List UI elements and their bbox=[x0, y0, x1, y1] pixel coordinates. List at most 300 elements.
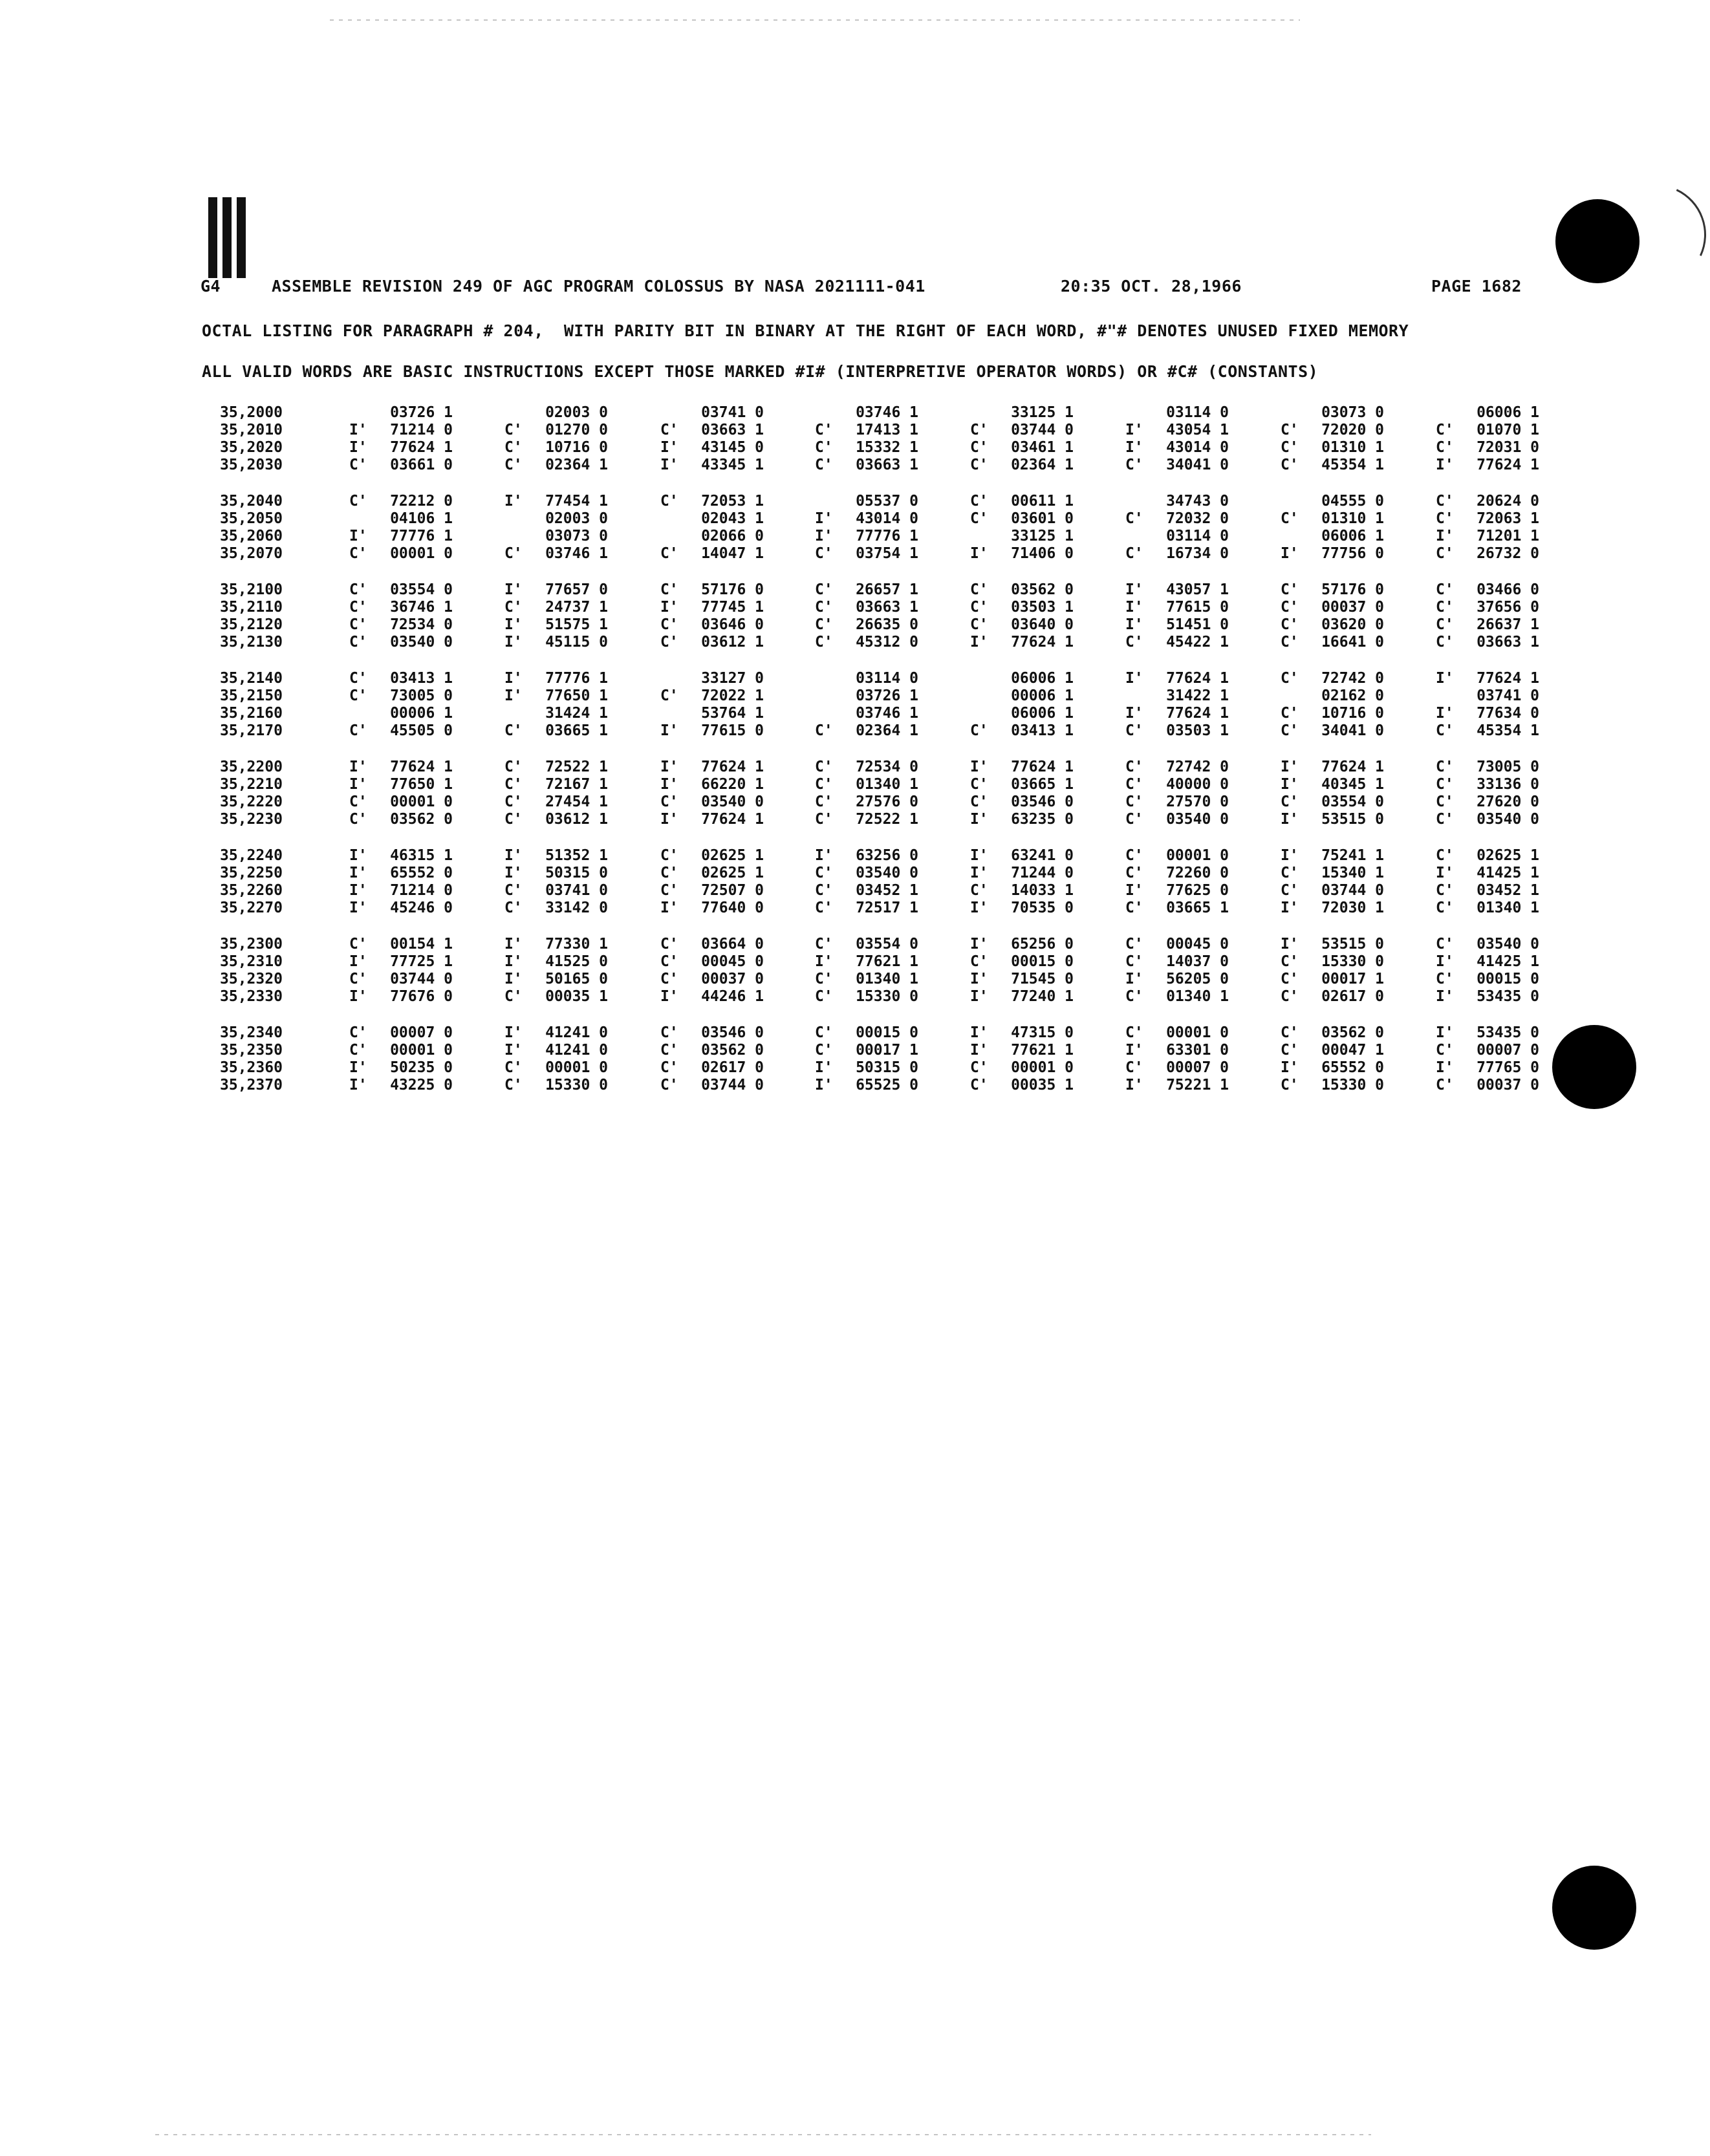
word-type-tag: C' bbox=[815, 457, 833, 473]
word-type-tag: I' bbox=[970, 971, 988, 987]
word-type-tag: C' bbox=[660, 1059, 678, 1076]
octal-word: 06006 1 bbox=[1011, 705, 1074, 722]
word-type-tag: C' bbox=[504, 1077, 523, 1094]
word-type-tag: I' bbox=[1281, 1059, 1299, 1076]
listing-legend: ALL VALID WORDS ARE BASIC INSTRUCTIONS EXCEPT THOSE MARKED #I# (INTERPRETIVE OPERATOR WORDS) OR #C# (CONSTANTS) bbox=[202, 362, 1319, 381]
word-type-tag: C' bbox=[660, 616, 678, 633]
octal-word: 33127 0 bbox=[701, 670, 764, 687]
octal-word: 72030 1 bbox=[1321, 900, 1384, 916]
word-type-tag: C' bbox=[1125, 953, 1143, 970]
octal-word: 00007 0 bbox=[1166, 1059, 1229, 1076]
registration-bar bbox=[208, 197, 217, 278]
word-type-tag: I' bbox=[504, 581, 523, 598]
word-type-tag: C' bbox=[1125, 865, 1143, 881]
word-type-tag: I' bbox=[970, 634, 988, 651]
octal-word: 77725 1 bbox=[390, 953, 453, 970]
word-type-tag: C' bbox=[504, 545, 523, 562]
octal-word: 41241 0 bbox=[545, 1024, 608, 1041]
word-type-tag: C' bbox=[1125, 457, 1143, 473]
octal-word: 63235 0 bbox=[1011, 811, 1074, 828]
memory-address: 35,2170 bbox=[220, 722, 283, 739]
octal-word: 03612 1 bbox=[545, 811, 608, 828]
octal-word: 56205 0 bbox=[1166, 971, 1229, 987]
word-type-tag: C' bbox=[660, 634, 678, 651]
word-type-tag: C' bbox=[815, 439, 833, 456]
word-type-tag: I' bbox=[970, 1024, 988, 1041]
word-type-tag: I' bbox=[1281, 545, 1299, 562]
word-type-tag: C' bbox=[815, 616, 833, 633]
octal-word: 41425 1 bbox=[1477, 865, 1539, 881]
word-type-tag: C' bbox=[1436, 936, 1454, 953]
memory-address: 35,2310 bbox=[220, 953, 283, 970]
octal-word: 43014 0 bbox=[856, 510, 918, 527]
octal-word: 72020 0 bbox=[1321, 422, 1384, 438]
octal-word: 03546 0 bbox=[701, 1024, 764, 1041]
octal-word: 77624 1 bbox=[701, 759, 764, 775]
word-type-tag: C' bbox=[349, 1042, 367, 1059]
word-type-tag: I' bbox=[660, 900, 678, 916]
octal-word: 00035 1 bbox=[545, 988, 608, 1005]
octal-word: 77640 0 bbox=[701, 900, 764, 916]
octal-word: 45354 1 bbox=[1321, 457, 1384, 473]
word-type-tag: I' bbox=[1281, 900, 1299, 916]
octal-word: 26732 0 bbox=[1477, 545, 1539, 562]
octal-word: 53435 0 bbox=[1477, 988, 1539, 1005]
octal-word: 00017 1 bbox=[856, 1042, 918, 1059]
word-type-tag: I' bbox=[504, 953, 523, 970]
word-type-tag: C' bbox=[815, 971, 833, 987]
octal-word: 77650 1 bbox=[545, 687, 608, 704]
octal-word: 43054 1 bbox=[1166, 422, 1229, 438]
octal-word: 03461 1 bbox=[1011, 439, 1074, 456]
word-type-tag: I' bbox=[504, 971, 523, 987]
word-type-tag: C' bbox=[1436, 1077, 1454, 1094]
octal-word: 15340 1 bbox=[1321, 865, 1384, 881]
word-type-tag: C' bbox=[970, 722, 988, 739]
punch-hole bbox=[1552, 1025, 1636, 1109]
memory-address: 35,2370 bbox=[220, 1077, 283, 1094]
word-type-tag: C' bbox=[660, 1077, 678, 1094]
word-type-tag: C' bbox=[1125, 811, 1143, 828]
octal-word: 03540 0 bbox=[1477, 936, 1539, 953]
word-type-tag: C' bbox=[1281, 971, 1299, 987]
word-type-tag: C' bbox=[660, 687, 678, 704]
octal-word: 02162 0 bbox=[1321, 687, 1384, 704]
word-type-tag: C' bbox=[815, 900, 833, 916]
octal-word: 72167 1 bbox=[545, 776, 608, 793]
word-type-tag: C' bbox=[660, 882, 678, 899]
word-type-tag: I' bbox=[1125, 599, 1143, 616]
octal-word: 57176 0 bbox=[701, 581, 764, 598]
octal-word: 03646 0 bbox=[701, 616, 764, 633]
word-type-tag: C' bbox=[1125, 759, 1143, 775]
octal-word: 73005 0 bbox=[1477, 759, 1539, 775]
octal-word: 03663 1 bbox=[1477, 634, 1539, 651]
octal-word: 71244 0 bbox=[1011, 865, 1074, 881]
octal-word: 03540 0 bbox=[1166, 811, 1229, 828]
word-type-tag: I' bbox=[1436, 705, 1454, 722]
octal-word: 03665 1 bbox=[1166, 900, 1229, 916]
word-type-tag: I' bbox=[349, 439, 367, 456]
octal-word: 77454 1 bbox=[545, 493, 608, 510]
octal-word: 77676 0 bbox=[390, 988, 453, 1005]
word-type-tag: C' bbox=[815, 545, 833, 562]
octal-word: 00045 0 bbox=[701, 953, 764, 970]
word-type-tag: C' bbox=[1436, 847, 1454, 864]
octal-word: 03554 0 bbox=[856, 936, 918, 953]
octal-word: 51451 0 bbox=[1166, 616, 1229, 633]
octal-word: 03562 0 bbox=[1321, 1024, 1384, 1041]
octal-word: 43225 0 bbox=[390, 1077, 453, 1094]
octal-word: 71545 0 bbox=[1011, 971, 1074, 987]
octal-word: 77765 0 bbox=[1477, 1059, 1539, 1076]
word-type-tag: I' bbox=[1436, 865, 1454, 881]
word-type-tag: I' bbox=[504, 687, 523, 704]
octal-word: 02617 0 bbox=[701, 1059, 764, 1076]
word-type-tag: C' bbox=[1125, 1059, 1143, 1076]
octal-word: 14033 1 bbox=[1011, 882, 1074, 899]
octal-word: 03665 1 bbox=[1011, 776, 1074, 793]
octal-word: 50165 0 bbox=[545, 971, 608, 987]
memory-address: 35,2050 bbox=[220, 510, 283, 527]
octal-word: 77615 0 bbox=[1166, 599, 1229, 616]
word-type-tag: I' bbox=[349, 1059, 367, 1076]
word-type-tag: C' bbox=[349, 971, 367, 987]
word-type-tag: C' bbox=[970, 1077, 988, 1094]
word-type-tag: C' bbox=[1281, 581, 1299, 598]
word-type-tag: C' bbox=[1436, 776, 1454, 793]
word-type-tag: C' bbox=[1281, 616, 1299, 633]
word-type-tag: C' bbox=[660, 865, 678, 881]
word-type-tag: I' bbox=[349, 528, 367, 544]
octal-word: 03114 0 bbox=[856, 670, 918, 687]
octal-word: 15330 0 bbox=[856, 988, 918, 1005]
word-type-tag: C' bbox=[349, 581, 367, 598]
octal-word: 00015 0 bbox=[856, 1024, 918, 1041]
word-type-tag: C' bbox=[349, 687, 367, 704]
octal-word: 06006 1 bbox=[1477, 404, 1539, 421]
word-type-tag: C' bbox=[1281, 634, 1299, 651]
word-type-tag: C' bbox=[504, 793, 523, 810]
octal-word: 63256 0 bbox=[856, 847, 918, 864]
memory-address: 35,2130 bbox=[220, 634, 283, 651]
word-type-tag: C' bbox=[1281, 422, 1299, 438]
octal-word: 34743 0 bbox=[1166, 493, 1229, 510]
word-type-tag: I' bbox=[660, 776, 678, 793]
octal-word: 37656 0 bbox=[1477, 599, 1539, 616]
octal-word: 03726 1 bbox=[390, 404, 453, 421]
octal-word: 02625 1 bbox=[1477, 847, 1539, 864]
octal-word: 71214 0 bbox=[390, 882, 453, 899]
octal-word: 02617 0 bbox=[1321, 988, 1384, 1005]
word-type-tag: C' bbox=[660, 971, 678, 987]
octal-word: 50315 0 bbox=[856, 1059, 918, 1076]
word-type-tag: C' bbox=[1281, 882, 1299, 899]
octal-word: 03744 0 bbox=[1011, 422, 1074, 438]
octal-word: 03413 1 bbox=[1011, 722, 1074, 739]
word-type-tag: C' bbox=[1281, 599, 1299, 616]
octal-word: 15330 0 bbox=[545, 1077, 608, 1094]
octal-word: 03601 0 bbox=[1011, 510, 1074, 527]
word-type-tag: I' bbox=[815, 1077, 833, 1094]
octal-word: 03540 0 bbox=[701, 793, 764, 810]
word-type-tag: I' bbox=[1125, 882, 1143, 899]
octal-word: 00611 1 bbox=[1011, 493, 1074, 510]
word-type-tag: C' bbox=[1436, 722, 1454, 739]
octal-word: 02364 1 bbox=[856, 722, 918, 739]
word-type-tag: C' bbox=[815, 599, 833, 616]
octal-word: 44246 1 bbox=[701, 988, 764, 1005]
octal-word: 45246 0 bbox=[390, 900, 453, 916]
octal-word: 65256 0 bbox=[1011, 936, 1074, 953]
word-type-tag: C' bbox=[970, 953, 988, 970]
word-type-tag: C' bbox=[1125, 722, 1143, 739]
octal-word: 02043 1 bbox=[701, 510, 764, 527]
octal-word: 02066 0 bbox=[701, 528, 764, 544]
octal-word: 53515 0 bbox=[1321, 811, 1384, 828]
word-type-tag: I' bbox=[1436, 953, 1454, 970]
octal-word: 02003 0 bbox=[545, 404, 608, 421]
word-type-tag: C' bbox=[970, 510, 988, 527]
word-type-tag: C' bbox=[1436, 439, 1454, 456]
word-type-tag: C' bbox=[1436, 882, 1454, 899]
octal-word: 77621 1 bbox=[1011, 1042, 1074, 1059]
word-type-tag: C' bbox=[349, 599, 367, 616]
octal-word: 57176 0 bbox=[1321, 581, 1384, 598]
word-type-tag: C' bbox=[1125, 545, 1143, 562]
word-type-tag: C' bbox=[815, 759, 833, 775]
octal-word: 77624 1 bbox=[390, 759, 453, 775]
octal-word: 72022 1 bbox=[701, 687, 764, 704]
word-type-tag: C' bbox=[660, 422, 678, 438]
octal-word: 00006 1 bbox=[1011, 687, 1074, 704]
word-type-tag: C' bbox=[1281, 865, 1299, 881]
word-type-tag: C' bbox=[970, 599, 988, 616]
word-type-tag: I' bbox=[970, 811, 988, 828]
octal-word: 45422 1 bbox=[1166, 634, 1229, 651]
octal-word: 00001 0 bbox=[1166, 1024, 1229, 1041]
word-type-tag: C' bbox=[660, 493, 678, 510]
octal-word: 77330 1 bbox=[545, 936, 608, 953]
octal-word: 63301 0 bbox=[1166, 1042, 1229, 1059]
octal-word: 00037 0 bbox=[1321, 599, 1384, 616]
octal-word: 03663 1 bbox=[856, 457, 918, 473]
word-type-tag: C' bbox=[815, 1042, 833, 1059]
page-number: PAGE 1682 bbox=[1431, 277, 1522, 296]
octal-word: 26637 1 bbox=[1477, 616, 1539, 633]
word-type-tag: C' bbox=[970, 776, 988, 793]
word-type-tag: I' bbox=[1436, 1024, 1454, 1041]
octal-word: 72517 1 bbox=[856, 900, 918, 916]
octal-word: 77621 1 bbox=[856, 953, 918, 970]
octal-word: 16641 0 bbox=[1321, 634, 1384, 651]
octal-word: 01340 1 bbox=[856, 971, 918, 987]
word-type-tag: I' bbox=[660, 988, 678, 1005]
word-type-tag: C' bbox=[1281, 705, 1299, 722]
word-type-tag: C' bbox=[349, 457, 367, 473]
octal-word: 72534 0 bbox=[856, 759, 918, 775]
corner-mark: G4 bbox=[200, 277, 221, 296]
octal-word: 72522 1 bbox=[856, 811, 918, 828]
word-type-tag: C' bbox=[504, 811, 523, 828]
registration-bar bbox=[222, 197, 232, 278]
octal-word: 77615 0 bbox=[701, 722, 764, 739]
memory-address: 35,2020 bbox=[220, 439, 283, 456]
word-type-tag: C' bbox=[349, 545, 367, 562]
octal-word: 24737 1 bbox=[545, 599, 608, 616]
octal-word: 00001 0 bbox=[545, 1059, 608, 1076]
word-type-tag: C' bbox=[815, 936, 833, 953]
word-type-tag: I' bbox=[970, 865, 988, 881]
octal-word: 00001 0 bbox=[390, 793, 453, 810]
word-type-tag: C' bbox=[815, 988, 833, 1005]
octal-word: 03114 0 bbox=[1166, 528, 1229, 544]
word-type-tag: I' bbox=[349, 988, 367, 1005]
octal-word: 50315 0 bbox=[545, 865, 608, 881]
word-type-tag: C' bbox=[504, 422, 523, 438]
word-type-tag: C' bbox=[815, 634, 833, 651]
memory-address: 35,2060 bbox=[220, 528, 283, 544]
word-type-tag: C' bbox=[970, 493, 988, 510]
word-type-tag: C' bbox=[1436, 971, 1454, 987]
octal-word: 03746 1 bbox=[856, 404, 918, 421]
octal-word: 72032 0 bbox=[1166, 510, 1229, 527]
word-type-tag: C' bbox=[815, 1024, 833, 1041]
word-type-tag: C' bbox=[1125, 988, 1143, 1005]
octal-word: 03073 0 bbox=[1321, 404, 1384, 421]
memory-address: 35,2150 bbox=[220, 687, 283, 704]
word-type-tag: C' bbox=[1281, 1042, 1299, 1059]
octal-word: 77624 1 bbox=[1477, 670, 1539, 687]
word-type-tag: C' bbox=[970, 793, 988, 810]
octal-word: 03413 1 bbox=[390, 670, 453, 687]
octal-word: 41525 0 bbox=[545, 953, 608, 970]
word-type-tag: C' bbox=[1436, 422, 1454, 438]
octal-word: 77624 1 bbox=[1477, 457, 1539, 473]
octal-word: 75221 1 bbox=[1166, 1077, 1229, 1094]
octal-word: 00045 0 bbox=[1166, 936, 1229, 953]
octal-word: 72053 1 bbox=[701, 493, 764, 510]
octal-word: 17413 1 bbox=[856, 422, 918, 438]
octal-word: 46315 1 bbox=[390, 847, 453, 864]
octal-word: 03744 0 bbox=[701, 1077, 764, 1094]
octal-word: 77776 1 bbox=[856, 528, 918, 544]
word-type-tag: I' bbox=[349, 776, 367, 793]
octal-word: 02364 1 bbox=[1011, 457, 1074, 473]
octal-word: 41241 0 bbox=[545, 1042, 608, 1059]
octal-word: 00001 0 bbox=[1166, 847, 1229, 864]
octal-word: 72212 0 bbox=[390, 493, 453, 510]
word-type-tag: C' bbox=[1281, 722, 1299, 739]
memory-address: 35,2240 bbox=[220, 847, 283, 864]
word-type-tag: C' bbox=[1281, 510, 1299, 527]
memory-address: 35,2210 bbox=[220, 776, 283, 793]
word-type-tag: C' bbox=[815, 776, 833, 793]
octal-word: 72063 1 bbox=[1477, 510, 1539, 527]
octal-word: 31422 1 bbox=[1166, 687, 1229, 704]
octal-word: 03640 0 bbox=[1011, 616, 1074, 633]
word-type-tag: C' bbox=[660, 581, 678, 598]
word-type-tag: C' bbox=[1125, 847, 1143, 864]
word-type-tag: I' bbox=[504, 616, 523, 633]
octal-word: 03746 1 bbox=[545, 545, 608, 562]
octal-word: 04555 0 bbox=[1321, 493, 1384, 510]
octal-word: 03661 0 bbox=[390, 457, 453, 473]
word-type-tag: C' bbox=[1125, 776, 1143, 793]
word-type-tag: I' bbox=[504, 634, 523, 651]
octal-word: 41425 1 bbox=[1477, 953, 1539, 970]
word-type-tag: I' bbox=[815, 528, 833, 544]
octal-word: 03620 0 bbox=[1321, 616, 1384, 633]
word-type-tag: I' bbox=[504, 670, 523, 687]
word-type-tag: C' bbox=[349, 493, 367, 510]
word-type-tag: I' bbox=[970, 847, 988, 864]
word-type-tag: C' bbox=[815, 865, 833, 881]
octal-word: 02625 1 bbox=[701, 865, 764, 881]
octal-word: 03663 1 bbox=[856, 599, 918, 616]
octal-word: 50235 0 bbox=[390, 1059, 453, 1076]
word-type-tag: I' bbox=[815, 510, 833, 527]
word-type-tag: I' bbox=[504, 865, 523, 881]
word-type-tag: C' bbox=[970, 581, 988, 598]
word-type-tag: C' bbox=[504, 759, 523, 775]
memory-address: 35,2300 bbox=[220, 936, 283, 953]
word-type-tag: C' bbox=[504, 882, 523, 899]
octal-word: 51575 1 bbox=[545, 616, 608, 633]
octal-word: 26635 0 bbox=[856, 616, 918, 633]
word-type-tag: C' bbox=[1281, 1077, 1299, 1094]
word-type-tag: I' bbox=[815, 847, 833, 864]
word-type-tag: I' bbox=[1125, 1077, 1143, 1094]
octal-word: 72031 0 bbox=[1477, 439, 1539, 456]
word-type-tag: C' bbox=[349, 936, 367, 953]
octal-word: 70535 0 bbox=[1011, 900, 1074, 916]
word-type-tag: I' bbox=[815, 953, 833, 970]
word-type-tag: C' bbox=[504, 457, 523, 473]
word-type-tag: I' bbox=[660, 439, 678, 456]
octal-word: 77745 1 bbox=[701, 599, 764, 616]
octal-word: 03073 0 bbox=[545, 528, 608, 544]
octal-word: 45312 0 bbox=[856, 634, 918, 651]
octal-word: 03562 0 bbox=[1011, 581, 1074, 598]
octal-word: 34041 0 bbox=[1321, 722, 1384, 739]
octal-word: 00015 0 bbox=[1011, 953, 1074, 970]
punch-hole bbox=[1552, 1866, 1636, 1950]
octal-word: 00007 0 bbox=[1477, 1042, 1539, 1059]
word-type-tag: C' bbox=[504, 722, 523, 739]
memory-address: 35,2250 bbox=[220, 865, 283, 881]
word-type-tag: C' bbox=[660, 545, 678, 562]
word-type-tag: C' bbox=[1436, 545, 1454, 562]
octal-word: 72534 0 bbox=[390, 616, 453, 633]
memory-address: 35,2140 bbox=[220, 670, 283, 687]
octal-word: 71201 1 bbox=[1477, 528, 1539, 544]
word-type-tag: C' bbox=[1281, 670, 1299, 687]
word-type-tag: C' bbox=[660, 1024, 678, 1041]
memory-address: 35,2350 bbox=[220, 1042, 283, 1059]
assembly-timestamp: 20:35 OCT. 28,1966 bbox=[1061, 277, 1242, 296]
memory-address: 35,2070 bbox=[220, 545, 283, 562]
word-type-tag: I' bbox=[660, 759, 678, 775]
octal-word: 72742 0 bbox=[1166, 759, 1229, 775]
octal-word: 77776 1 bbox=[390, 528, 453, 544]
word-type-tag: C' bbox=[660, 953, 678, 970]
word-type-tag: I' bbox=[349, 865, 367, 881]
word-type-tag: C' bbox=[1436, 793, 1454, 810]
word-type-tag: C' bbox=[504, 776, 523, 793]
word-type-tag: I' bbox=[504, 1042, 523, 1059]
memory-address: 35,2320 bbox=[220, 971, 283, 987]
